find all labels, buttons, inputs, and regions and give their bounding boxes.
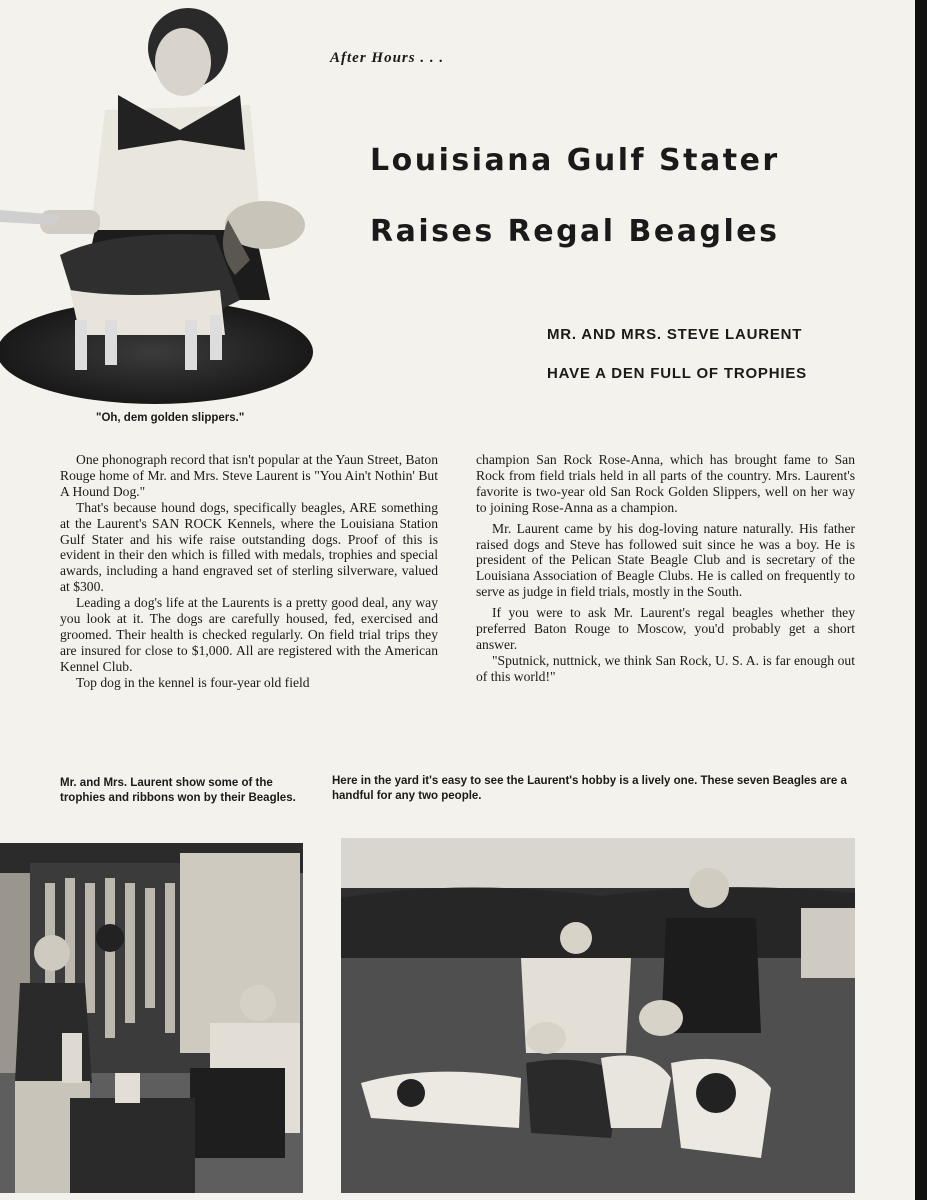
photo-den-trophies (0, 843, 303, 1193)
headline-line-2: Raises Regal Beagles (370, 214, 780, 249)
bottom-right-caption: Here in the yard it's easy to see the Laurent's hobby is a lively one. These seven Beagles are a handful for any two people. (332, 775, 847, 802)
article-paragraph: champion San Rock Rose-Anna, which has brought fame to San Rock from field trials held in all parts of the country. Mrs. Laurent's favorite is two-year old San Rock Golden Slippers, well on her way to joining Rose-Anna as a champion. (476, 452, 855, 515)
subheadline-line-1: MR. AND MRS. STEVE LAURENT (547, 326, 803, 343)
article-paragraph: One phonograph record that isn't popular at the Yaun Street, Baton Rouge home of Mr. and Mrs. Steve Laurent is "You Ain't Nothin' But A Hound Dog." (60, 452, 438, 499)
headline-line-1: Louisiana Gulf Stater (370, 143, 780, 178)
article-paragraph: If you were to ask Mr. Laurent's regal beagles whether they preferred Baton Rouge to Moscow, you'd probably get a short answer. (476, 605, 855, 652)
section-kicker: After Hours . . . (330, 50, 445, 66)
article-column-2 (476, 452, 855, 685)
article-paragraph: "Sputnick, nuttnick, we think San Rock, U. S. A. is far enough out of this world!" (476, 652, 855, 684)
page-edge-shadow (915, 0, 927, 1200)
photo-yard-beagles (341, 838, 855, 1193)
article-column-1 (60, 452, 438, 691)
bottom-left-caption: Mr. and Mrs. Laurent show some of the trophies and ribbons won by their Beagles. (60, 777, 296, 804)
article-paragraph: Mr. Laurent came by his dog-loving nature naturally. His father raised dogs and Steve has followed suit since he was a boy. He is president of the Pelican State Beagle Club and is secretary of the Louisiana Association of Beagle Clubs. He is called on frequently to serve as judge in field trials, mostly in the South. (476, 520, 855, 600)
top-photo-woman-with-beagle (0, 0, 320, 405)
article-paragraph: That's because hound dogs, specifically beagles, ARE something at the Laurent's SAN ROCK Kennels, where the Louisiana Station Gulf Stater and his wife raise outstanding dogs. Proof of this is evident in their den which is filled with medals, trophies and special awards, including a hand engraved set of sterling silverware, valued at $300. (60, 499, 438, 595)
subheadline-line-2: HAVE A DEN FULL OF TROPHIES (547, 365, 807, 382)
article-paragraph: Top dog in the kennel is four-year old field (76, 674, 310, 690)
article-paragraph: Leading a dog's life at the Laurents is a pretty good deal, any way you look at it. The dogs are carefully housed, fed, exercised and groomed. Their health is checked regularly. On field trial trips they are insured for close to $1,000. All are registered with the American Kennel Club. (60, 595, 438, 674)
top-photo-caption: "Oh, dem golden slippers." (96, 412, 245, 424)
